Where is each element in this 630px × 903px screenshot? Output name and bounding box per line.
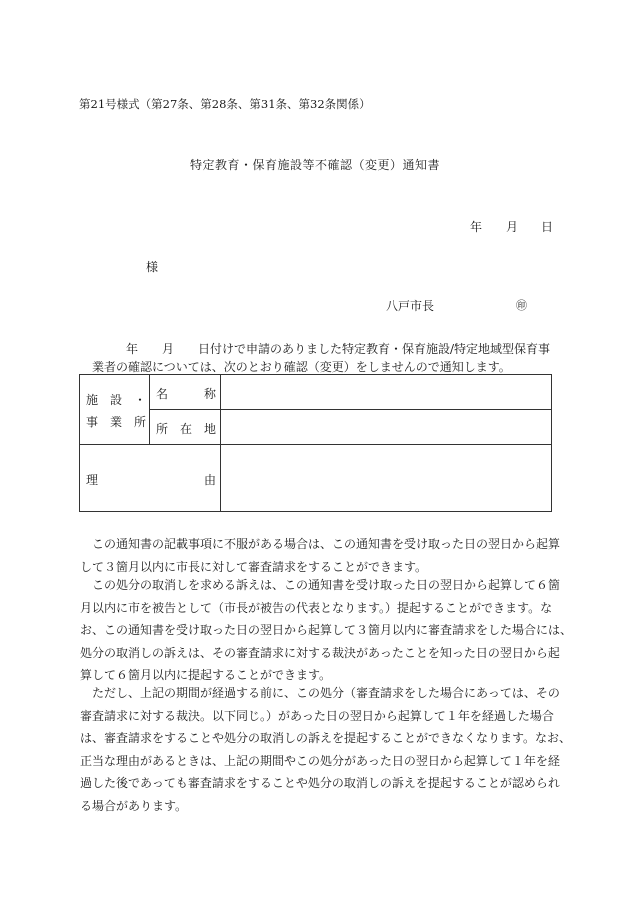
name-label: 名 称 xyxy=(156,387,217,401)
intro-line1-text: 日付けで申請のありました特定教育・保育施設/特定地域型保育事 xyxy=(198,342,551,356)
notice-1-line: この通知書の記載事項に不服がある場合は、この通知書を受け取った日の翌日から起算 xyxy=(92,537,561,551)
notice-paragraph-2 xyxy=(80,574,573,687)
notice-2-line: お、この通知書を受け取った日の翌日から起算して３箇月以内に審査請求をした場合には、 xyxy=(80,623,573,637)
form-number: 第21号様式（第27条、第28条、第31条、第32条関係） xyxy=(79,97,371,111)
notice-2-line: 処分の取消しの訴えは、その審査請求に対する裁決があったことを知った日の翌日から起 xyxy=(80,645,560,660)
date-year-label: 年 xyxy=(470,220,483,234)
notice-3-line: 審査請求に対する裁決。以下同じ。）があった日の翌日から起算して１年を経過した場合 xyxy=(80,708,554,723)
intro-year-label: 年 xyxy=(126,342,139,356)
address-value[interactable] xyxy=(221,410,551,444)
notice-3-line: る場合があります。 xyxy=(80,798,188,813)
notice-2-line: 月以内に市を被告として（市長が被告の代表となります。）提起することができます。な xyxy=(80,600,553,615)
notice-paragraph-1 xyxy=(80,533,561,578)
notice-2-line: この処分の取消しを求める訴えは、この通知書を受け取った日の翌日から起算して６箇 xyxy=(92,578,561,592)
date-month-label: 月 xyxy=(506,220,519,234)
name-value[interactable] xyxy=(221,375,551,409)
info-table xyxy=(79,374,552,512)
document-title: 特定教育・保育施設等不確認（変更）通知書 xyxy=(189,158,440,172)
reason-label-left: 理 xyxy=(86,473,99,487)
notice-2-line: 算して６箇月以内に提起することができます。 xyxy=(80,668,332,682)
facility-label-2: 事 業 所 xyxy=(86,415,147,429)
notice-3-line: は、審査請求をすることや処分の取消しの訴えを提起することができなくなります。なお、 xyxy=(80,731,572,745)
seal-mark: ㊞ xyxy=(516,299,527,312)
notice-3-line: 過した後であっても審査請求をすることや処分の取消しの訴えを提起することが認められ xyxy=(80,776,560,790)
reason-label-right: 由 xyxy=(204,473,217,487)
intro-month-label: 月 xyxy=(162,342,175,356)
notice-paragraph-3 xyxy=(80,682,572,817)
intro-line-2: 業者の確認については、次のとおり確認（変更）をしませんので通知します。 xyxy=(92,360,511,374)
notice-1-line: して３箇月以内に市長に対して審査請求をすることができます。 xyxy=(80,559,428,574)
date-day-label: 日 xyxy=(541,220,554,234)
address-label: 所 在 地 xyxy=(156,422,217,436)
reason-value[interactable] xyxy=(221,445,551,511)
issuer-name: 八戸市長 xyxy=(386,299,435,313)
notice-3-line: 正当な理由があるときは、上記の期間やこの処分があった日の翌日から起算して１年を経 xyxy=(80,753,560,768)
notice-3-line: ただし、上記の期間が経過する前に、この処分（審査請求をした場合にあっては、その xyxy=(92,686,560,700)
facility-label-1: 施 設 ・ xyxy=(86,393,147,407)
addressee-suffix: 様 xyxy=(146,260,159,274)
